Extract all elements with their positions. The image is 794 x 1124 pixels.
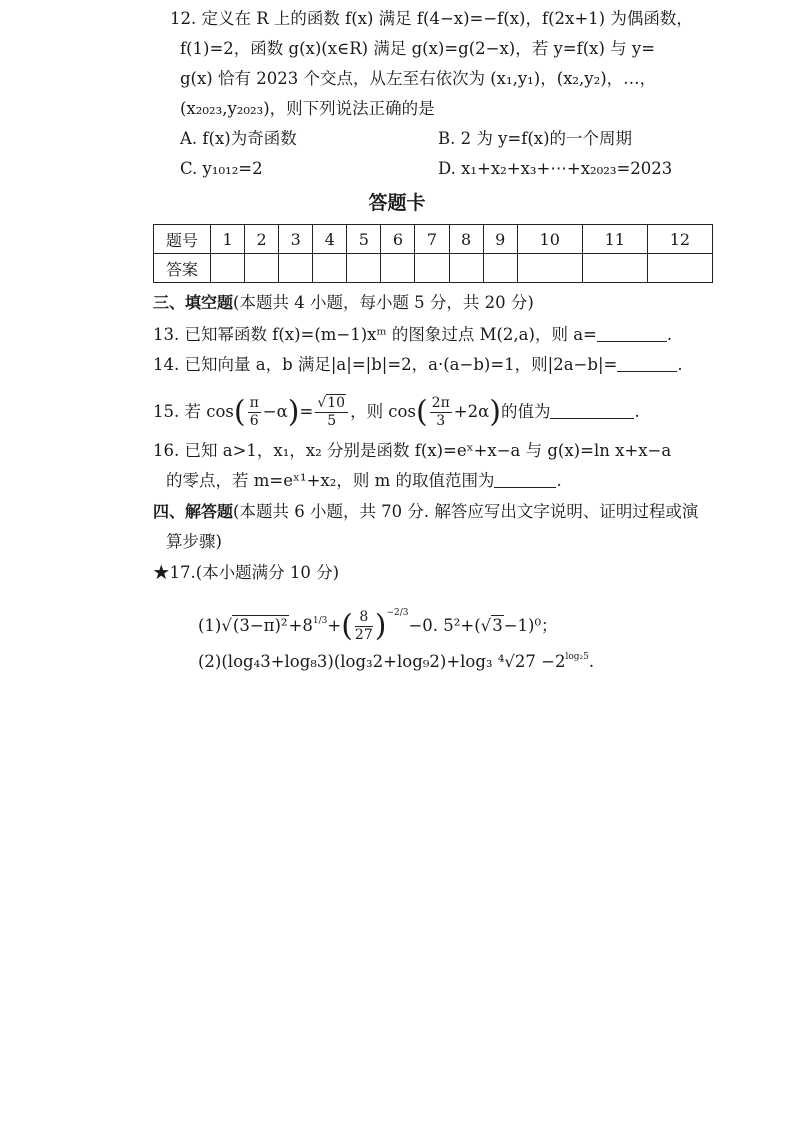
q13-end: . [666, 325, 673, 344]
answer-card-number: 8 [449, 225, 483, 254]
answer-card-number-header: 题号 [154, 225, 211, 254]
answer-cell[interactable] [517, 254, 582, 283]
q15-frac-pi-over-6: $\frac{\pi}{6}$ [249, 395, 259, 429]
answer-cell[interactable] [483, 254, 517, 283]
answer-cell[interactable] [279, 254, 313, 283]
q13 [153, 324, 672, 346]
q12-option-b: B. 2 为 y=f(x)的一个周期 [438, 129, 633, 148]
q16-answer-blank[interactable] [494, 473, 556, 488]
answer-cell[interactable] [211, 254, 245, 283]
q17-part1: $(1)√(3-\pi)^2+8^{1/3}+$( $\frac{8}{27}$ )$^{-2/3}$−0. 5²+(√3−1)⁰； [198, 608, 558, 644]
answer-cell[interactable] [449, 254, 483, 283]
q17-part1-frac: $\frac{8}{27}$ [354, 609, 373, 643]
q17-part1-term-d: −1)⁰； [503, 616, 558, 635]
answer-card-number: 7 [415, 225, 449, 254]
q15-prefix: 15. 若 cos [153, 402, 234, 421]
answer-cell[interactable] [347, 254, 381, 283]
q17-part2-exp: log₂5 [565, 652, 589, 662]
section3-heading-line [153, 292, 534, 314]
answer-cell[interactable] [245, 254, 279, 283]
answer-card-number: 9 [483, 225, 517, 254]
answer-cell[interactable] [647, 254, 712, 283]
q15-mid: ，则 cos [350, 402, 416, 421]
q12-line4: (x₂₀₂₃,y₂₀₂₃)，则下列说法正确的是 [180, 99, 435, 118]
q15-plus-2alpha: +2α [453, 402, 490, 421]
q16-end: . [556, 471, 562, 490]
q14-text: 14. 已知向量 a，b 满足|a|=|b|=2，a·(a−b)=1，则|2a−b|= [153, 355, 618, 374]
q17-part2-end: . [588, 652, 595, 671]
q17-header: ★17.(本小题满分 10 分) [153, 563, 340, 582]
q17-part1-frac-exp: −2/3 [386, 608, 409, 618]
q15-equals: = [299, 402, 314, 421]
answer-card-number: 6 [381, 225, 415, 254]
q12-line2: f(1)=2，函数 g(x)(x∈R) 满足 g(x)=g(2−x)，若 y=f(x) 与 y= [180, 39, 656, 58]
q17-part1-term-c: −0. 5²+( [408, 616, 481, 635]
answer-cell[interactable] [415, 254, 449, 283]
q15-frac-2pi-over-3: $\frac{2\pi}{3}$ [431, 395, 450, 429]
answer-card-number: 4 [313, 225, 347, 254]
q17-part1-sqrt: (3−π)² [232, 616, 288, 635]
q16-line2 [166, 470, 562, 492]
q12-option-c: C. y₁₀₁₂=2 [180, 159, 263, 178]
answer-card-number: 1 [211, 225, 245, 254]
answer-card-number-row [154, 225, 713, 254]
q14-answer-blank[interactable] [617, 357, 677, 372]
q12-line1: 12. 定义在 R 上的函数 f(x) 满足 f(4−x)=−f(x)，f(2x+1) 为偶函数， [170, 9, 693, 28]
answer-card-answer-header: 答案 [154, 254, 211, 283]
answer-card-answer-row [154, 254, 713, 283]
q15-answer-blank[interactable] [550, 404, 634, 419]
answer-card-number: 12 [647, 225, 712, 254]
answer-cell[interactable] [381, 254, 415, 283]
q17-part2 [198, 646, 594, 673]
answer-card-number: 10 [517, 225, 582, 254]
q15: 15. 若 cos( $\frac{\pi}{6}$ −α)= $\frac{√10}{5}$ ，则 cos( $\frac{2\pi}{3}$ +2α)的值为 . [153, 394, 640, 430]
answer-card-table [153, 224, 713, 283]
answer-card-title: 答题卡 [368, 192, 426, 214]
q17-part2-text: (2)(log₄3+log₈3)(log₃2+log₉2)+log₃ ⁴√27 −2 [198, 652, 566, 671]
q17-part1-term-a: +8 [288, 616, 313, 635]
q16-line1: 16. 已知 a>1，x₁，x₂ 分别是函数 f(x)=eˣ+x−a 与 g(x)=ln x+x−a [153, 441, 672, 460]
q15-suffix: 的值为 [500, 402, 551, 421]
q12-line3: g(x) 恰有 2023 个交点，从左至右依次为 (x₁,y₁)，(x₂,y₂)，…， [180, 69, 657, 88]
section3-heading: 三、填空题 [153, 293, 234, 312]
q13-answer-blank[interactable] [597, 327, 667, 342]
q13-text: 13. 已知幂函数 f(x)=(m−1)xᵐ 的图象过点 M(2,a)，则 a= [153, 325, 597, 344]
answer-card-number: 5 [347, 225, 381, 254]
q17-part1-label: (1) [198, 616, 222, 635]
section4-heading-line [153, 501, 698, 523]
answer-cell[interactable] [313, 254, 347, 283]
q12-option-d: D. x₁+x₂+x₃+⋯+x₂₀₂₃=2023 [438, 159, 673, 178]
q17-part1-term-a-exp: 1/3 [312, 616, 328, 626]
answer-card-number: 3 [279, 225, 313, 254]
q15-frac-sqrt10-over-5: $\frac{√10}{5}$ [315, 395, 348, 430]
answer-card-number: 2 [245, 225, 279, 254]
q14-end: . [677, 355, 683, 374]
q14 [153, 354, 683, 376]
q15-end: . [634, 402, 640, 421]
section4-heading: 四、解答题 [153, 502, 234, 521]
section3-note: (本题共 4 小题，每小题 5 分，共 20 分) [233, 293, 534, 312]
q12-option-a: A. f(x)为奇函数 [180, 129, 297, 148]
q16-line2-text: 的零点，若 m=eˣ¹+x₂，则 m 的取值范围为 [166, 471, 495, 490]
answer-cell[interactable] [582, 254, 647, 283]
q15-minus-alpha: −α [262, 402, 288, 421]
answer-card-number: 11 [582, 225, 647, 254]
q17-part1-plus: + [327, 616, 342, 635]
q17-part1-sqrt3: 3 [492, 616, 503, 635]
section4-line2: 算步骤) [166, 532, 222, 551]
section4-line1: (本题共 6 小题，共 70 分. 解答应写出文字说明、证明过程或演 [233, 502, 699, 521]
